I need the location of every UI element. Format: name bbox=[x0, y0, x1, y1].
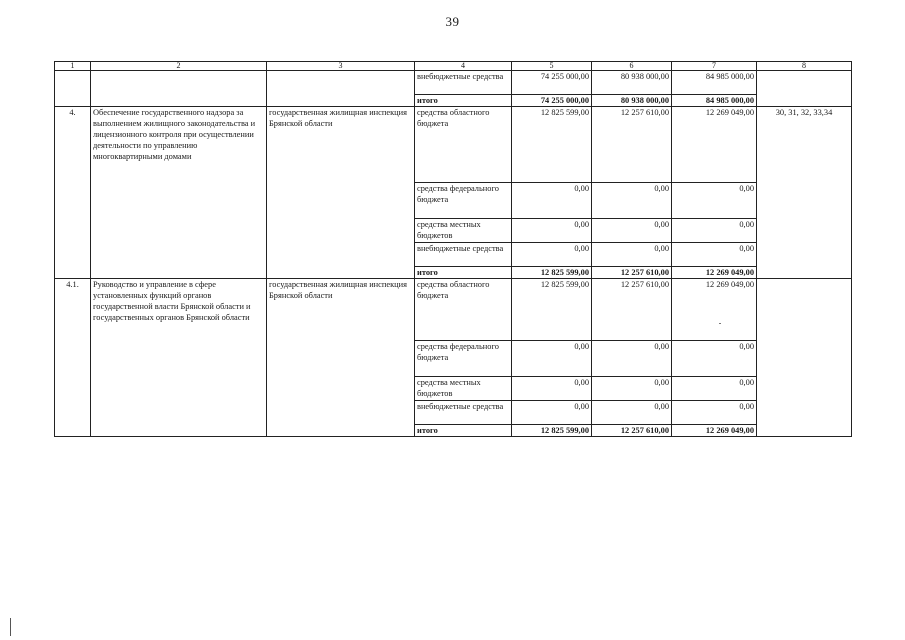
cell-source: средства федерального бюджета bbox=[415, 341, 512, 377]
table-row bbox=[55, 107, 852, 183]
budget-table bbox=[54, 61, 852, 437]
cell-value-col5: 0,00 bbox=[512, 183, 592, 219]
scan-speck bbox=[719, 323, 721, 324]
cell-value-col7: 12 269 049,00 bbox=[672, 267, 757, 279]
cell-value-col7: 12 269 049,00 bbox=[672, 107, 757, 183]
table-row bbox=[55, 279, 852, 341]
cell-value-col5: 0,00 bbox=[512, 219, 592, 243]
cell-value-col7: 84 985 000,00 bbox=[672, 71, 757, 95]
cell-value-col6: 12 257 610,00 bbox=[592, 107, 672, 183]
cell-source: внебюджетные средства bbox=[415, 71, 512, 95]
cell-value-col5: 0,00 bbox=[512, 377, 592, 401]
scan-edge-mark bbox=[10, 618, 11, 636]
table-row bbox=[55, 71, 852, 95]
cell-value-col6: 12 257 610,00 bbox=[592, 267, 672, 279]
cell-value-col7: 12 269 049,00 bbox=[672, 425, 757, 437]
column-header: 5 bbox=[512, 62, 592, 71]
cell-source: внебюджетные средства bbox=[415, 401, 512, 425]
cell-value-col7: 0,00 bbox=[672, 341, 757, 377]
cell-name: Руководство и управление в сфере установленных функций органов государственной власти Брянской области и государственных органов Брянской области bbox=[91, 279, 267, 437]
column-header: 7 bbox=[672, 62, 757, 71]
cell-value-col5: 0,00 bbox=[512, 401, 592, 425]
column-header: 8 bbox=[757, 62, 852, 71]
column-header-row bbox=[55, 62, 852, 71]
column-header: 3 bbox=[267, 62, 415, 71]
cell-value-col5: 12 825 599,00 bbox=[512, 267, 592, 279]
cell-value-col7: 0,00 bbox=[672, 243, 757, 267]
cell-value-col5: 74 255 000,00 bbox=[512, 71, 592, 95]
page-number: 39 bbox=[445, 14, 460, 29]
cell-executor: государственная жилищная инспекция Брянской области bbox=[267, 279, 415, 437]
column-header: 2 bbox=[91, 62, 267, 71]
cell-value-col6: 0,00 bbox=[592, 401, 672, 425]
cell-value-col7: 0,00 bbox=[672, 377, 757, 401]
column-header: 4 bbox=[415, 62, 512, 71]
cell-value-col7: 12 269 049,00 bbox=[672, 279, 757, 341]
cell-value-col6: 0,00 bbox=[592, 243, 672, 267]
cell-source: средства местных бюджетов bbox=[415, 377, 512, 401]
cell-num bbox=[55, 71, 91, 107]
cell-num: 4. bbox=[55, 107, 91, 279]
cell-source: средства областного бюджета bbox=[415, 279, 512, 341]
cell-value-col6: 0,00 bbox=[592, 341, 672, 377]
cell-name bbox=[91, 71, 267, 107]
cell-value-col5: 0,00 bbox=[512, 243, 592, 267]
cell-executor: государственная жилищная инспекция Брянской области bbox=[267, 107, 415, 279]
cell-value-col7: 0,00 bbox=[672, 219, 757, 243]
cell-value-col7: 0,00 bbox=[672, 183, 757, 219]
cell-value-col5: 0,00 bbox=[512, 341, 592, 377]
cell-source: итого bbox=[415, 95, 512, 107]
cell-value-col6: 12 257 610,00 bbox=[592, 279, 672, 341]
cell-value-col6: 80 938 000,00 bbox=[592, 95, 672, 107]
cell-name: Обеспечение государственного надзора за выполнением жилищного законодательства и лицензионного контроля при осуществлении деятельности по управлению многоквартирными домами bbox=[91, 107, 267, 279]
cell-source: внебюджетные средства bbox=[415, 243, 512, 267]
column-header: 6 bbox=[592, 62, 672, 71]
cell-executor bbox=[267, 71, 415, 107]
cell-value-col6: 0,00 bbox=[592, 377, 672, 401]
cell-value-col7: 0,00 bbox=[672, 401, 757, 425]
cell-source: средства местных бюджетов bbox=[415, 219, 512, 243]
cell-num: 4.1. bbox=[55, 279, 91, 437]
cell-source: итого bbox=[415, 425, 512, 437]
cell-value-col5: 74 255 000,00 bbox=[512, 95, 592, 107]
cell-source: средства федерального бюджета bbox=[415, 183, 512, 219]
cell-value-col6: 0,00 bbox=[592, 183, 672, 219]
cell-source: итого bbox=[415, 267, 512, 279]
cell-value-col6: 12 257 610,00 bbox=[592, 425, 672, 437]
cell-value-col5: 12 825 599,00 bbox=[512, 425, 592, 437]
cell-indicators bbox=[757, 279, 852, 437]
cell-value-col6: 80 938 000,00 bbox=[592, 71, 672, 95]
cell-indicators bbox=[757, 71, 852, 107]
cell-value-col6: 0,00 bbox=[592, 219, 672, 243]
cell-value-col5: 12 825 599,00 bbox=[512, 279, 592, 341]
cell-value-col5: 12 825 599,00 bbox=[512, 107, 592, 183]
column-header: 1 bbox=[55, 62, 91, 71]
cell-source: средства областного бюджета bbox=[415, 107, 512, 183]
cell-value-col7: 84 985 000,00 bbox=[672, 95, 757, 107]
cell-indicators: 30, 31, 32, 33,34 bbox=[757, 107, 852, 279]
